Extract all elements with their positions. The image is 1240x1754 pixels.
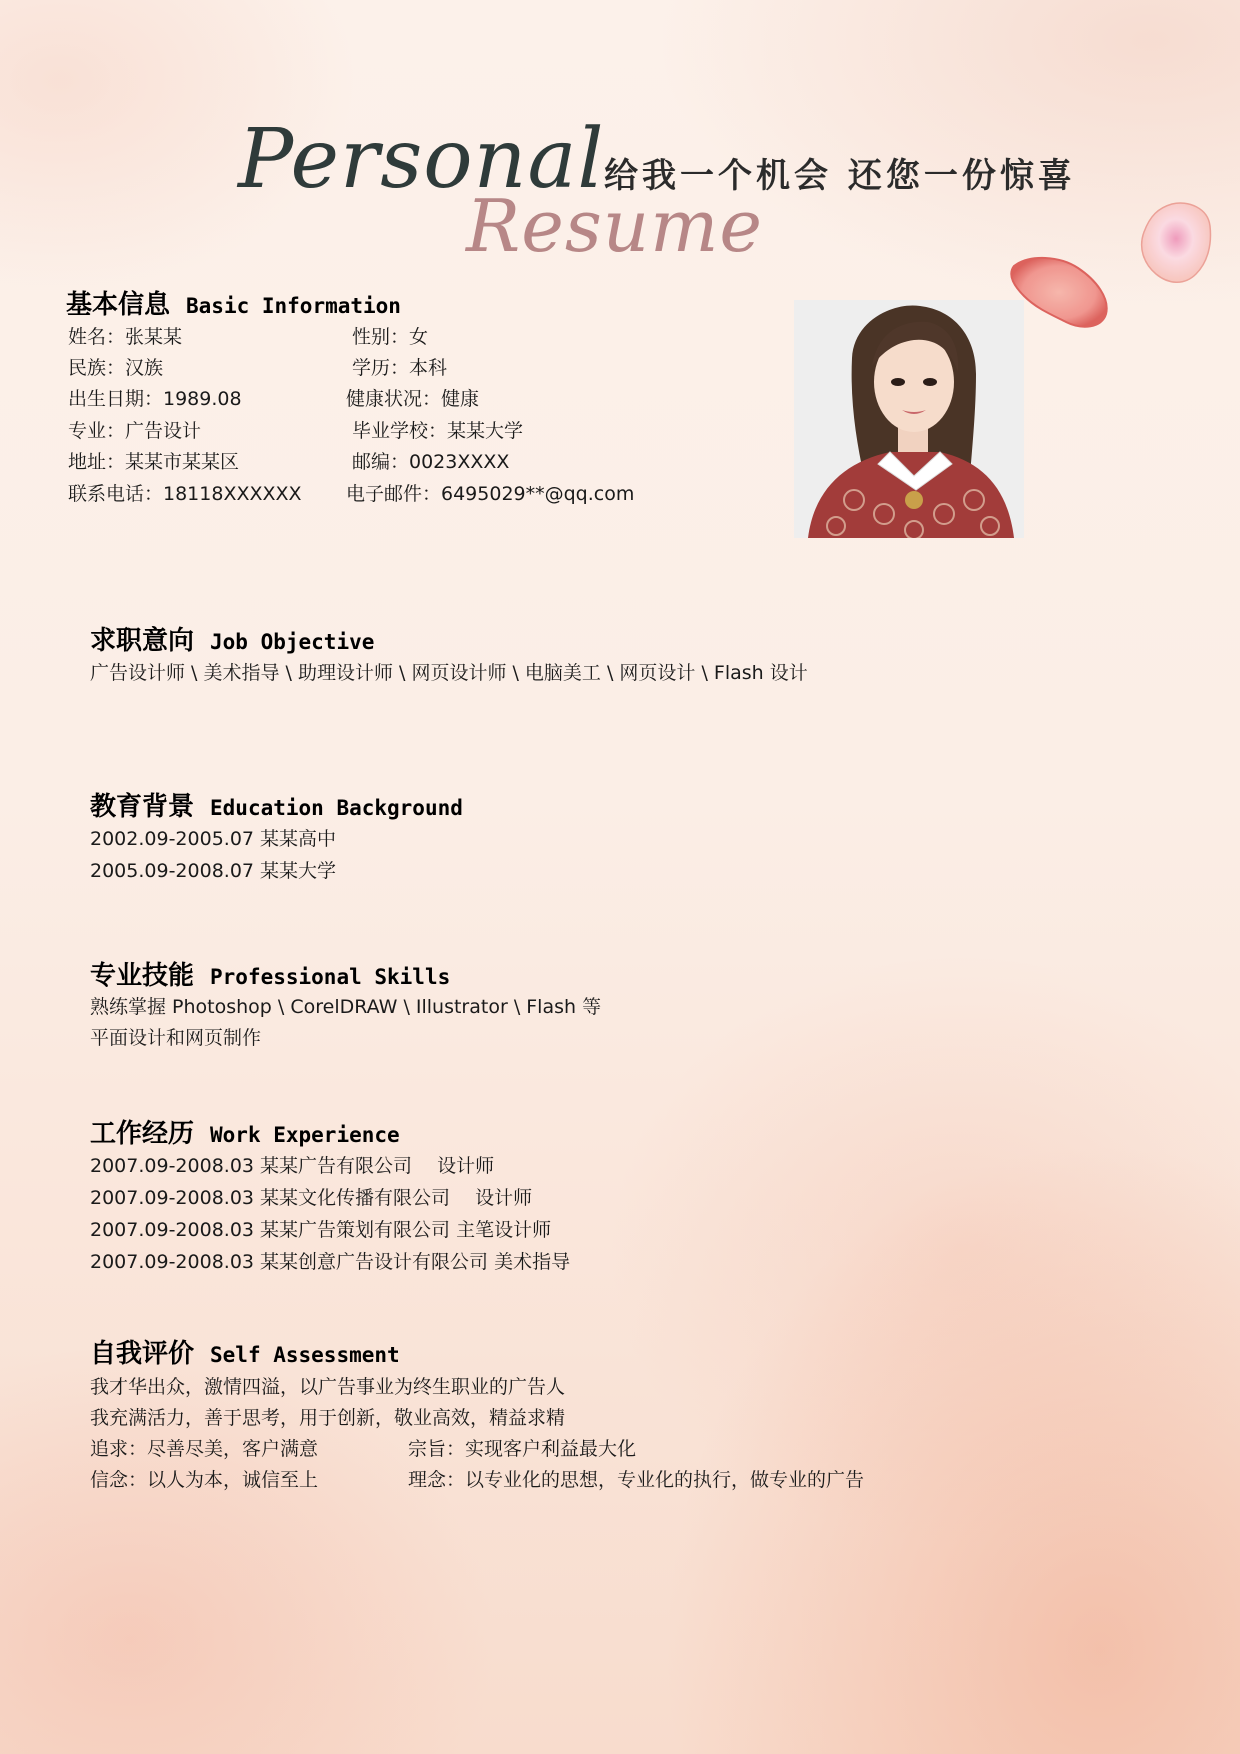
work-item: 2007.09-2008.03 某某广告有限公司 设计师: [90, 1155, 495, 1177]
field-major: 专业：广告设计: [68, 420, 202, 442]
section-education-heading: [90, 786, 463, 823]
field-phone: 联系电话：18118XXXXXX: [68, 483, 302, 505]
petal-decoration-small: [1138, 200, 1214, 286]
section-job-objective-heading: [90, 620, 374, 657]
field-postcode: 邮编：0023XXXX: [352, 451, 510, 473]
education-item: 2002.09-2005.07 某某高中: [90, 828, 337, 850]
slogan: 给我一个机会 还您一份惊喜: [604, 156, 1076, 196]
section-work-heading: [90, 1113, 400, 1150]
assessment-line: 我才华出众，激情四溢，以广告事业为终生职业的广告人: [90, 1376, 566, 1398]
assessment-belief: 信念：以人为本，诚信至上: [90, 1469, 319, 1491]
field-email: 电子邮件：6495029**@qq.com: [346, 483, 635, 505]
title-resume: Resume: [466, 184, 764, 268]
job-heading-zh: 求职意向: [90, 626, 195, 656]
job-objective-text: 广告设计师 \ 美术指导 \ 助理设计师 \ 网页设计师 \ 电脑美工 \ 网页设计 \ Flash 设计: [90, 662, 808, 684]
assessment-heading-zh: 自我评价: [90, 1339, 195, 1369]
assessment-heading-en: Self Assessment: [210, 1343, 400, 1367]
basic-heading-zh: 基本信息: [66, 290, 171, 320]
field-ethnicity: 民族：汉族: [68, 357, 164, 379]
field-address: 地址：某某市某某区: [68, 451, 240, 473]
skills-line: 熟练掌握 Photoshop \ CorelDRAW \ Illustrator \ Flash 等: [90, 996, 602, 1018]
assessment-line: 我充满活力，善于思考，用于创新，敬业高效，精益求精: [90, 1407, 566, 1429]
field-school: 毕业学校：某某大学: [352, 420, 524, 442]
work-heading-zh: 工作经历: [90, 1119, 195, 1149]
job-heading-en: Job Objective: [210, 630, 375, 654]
field-birth: 出生日期：1989.08: [68, 388, 242, 410]
education-item: 2005.09-2008.07 某某大学: [90, 860, 337, 882]
section-assessment-heading: [90, 1333, 400, 1370]
section-basic-info-heading: [66, 284, 401, 321]
skills-heading-zh: 专业技能: [90, 961, 195, 991]
field-gender: 性别：女: [352, 326, 429, 348]
assessment-pursuit: 追求：尽善尽美，客户满意: [90, 1438, 319, 1460]
work-item: 2007.09-2008.03 某某创意广告设计有限公司 美术指导: [90, 1251, 571, 1273]
field-name: 姓名：张某某: [68, 326, 183, 348]
work-item: 2007.09-2008.03 某某广告策划有限公司 主笔设计师: [90, 1219, 552, 1241]
skills-heading-en: Professional Skills: [210, 965, 451, 989]
title-personal: Personal: [238, 112, 605, 207]
work-item: 2007.09-2008.03 某某文化传播有限公司 设计师: [90, 1187, 533, 1209]
portrait-illustration: [794, 300, 1024, 538]
education-heading-zh: 教育背景: [90, 792, 195, 822]
assessment-tenet: 宗旨：实现客户利益最大化: [408, 1438, 637, 1460]
skills-line: 平面设计和网页制作: [90, 1027, 262, 1049]
basic-heading-en: Basic Information: [186, 294, 401, 318]
field-education: 学历：本科: [352, 357, 448, 379]
education-heading-en: Education Background: [210, 796, 463, 820]
field-health: 健康状况：健康: [346, 388, 480, 410]
work-heading-en: Work Experience: [210, 1123, 400, 1147]
section-skills-heading: [90, 955, 450, 992]
portrait-photo: [794, 300, 1024, 538]
assessment-philosophy: 理念：以专业化的思想，专业化的执行，做专业的广告: [408, 1469, 865, 1491]
